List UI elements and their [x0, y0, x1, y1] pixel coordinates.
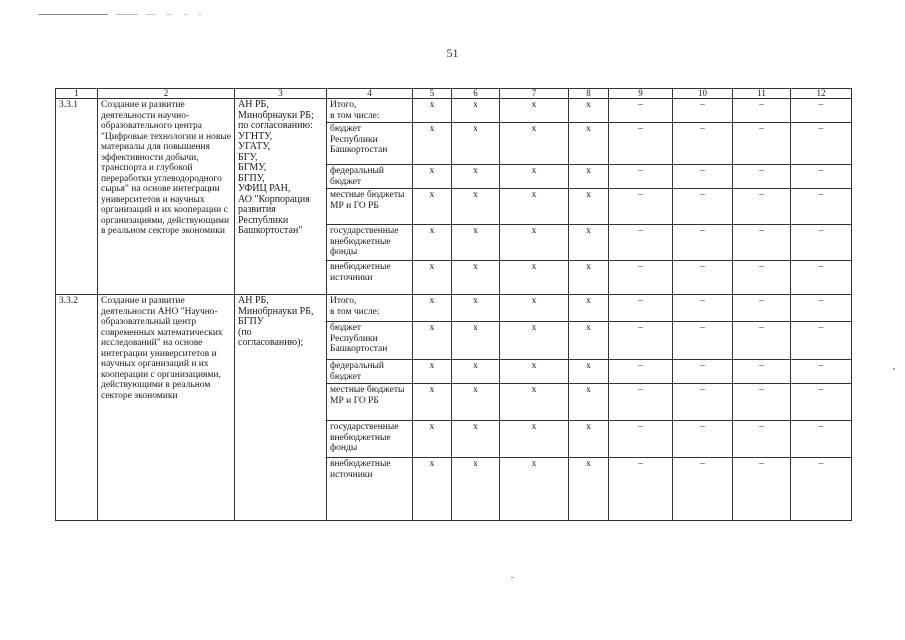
funding-source [327, 295, 413, 322]
dash-cell: – [673, 189, 733, 225]
dash-cell: – [733, 384, 791, 421]
dash-cell: – [791, 322, 852, 360]
funding-source-text: бюджет Республики Башкортостан [330, 323, 388, 354]
dash-cell: – [791, 421, 852, 458]
funding-source-text: федеральный бюджет [330, 361, 384, 382]
column-header: 8 [569, 89, 609, 99]
funding-source-text: бюджет Республики Башкортостан [330, 124, 388, 155]
item-number: 3.3.2 [56, 295, 98, 521]
cross-mark-cell: х [500, 99, 569, 123]
column-header: 9 [609, 89, 673, 99]
item-executors [235, 99, 327, 295]
dash-cell: – [733, 123, 791, 165]
dash-cell: – [733, 322, 791, 360]
table-body [56, 99, 852, 521]
dash-cell: – [673, 99, 733, 123]
cross-mark-cell: х [500, 384, 569, 421]
dash-cell: – [791, 225, 852, 261]
funding-source [327, 261, 413, 295]
dash-cell: – [791, 360, 852, 384]
cross-mark-cell: х [569, 165, 609, 189]
funding-source-text: Итого, в том числе: [330, 296, 380, 317]
cross-mark-cell: х [452, 421, 500, 458]
cross-mark-cell: х [413, 384, 452, 421]
cross-mark-cell: х [413, 225, 452, 261]
cross-mark-cell: х [500, 421, 569, 458]
cross-mark-cell: х [500, 189, 569, 225]
funding-source-text: государственные внебюджетные фонды [330, 226, 399, 257]
column-header: 5 [413, 89, 452, 99]
funding-source [327, 123, 413, 165]
dash-cell: – [791, 261, 852, 295]
column-header: 11 [733, 89, 791, 99]
executors-text: АН РБ, Минобрнауки РБ; по согласованию: УГНТУ, УГАТУ, БГУ, БГМУ, БГПУ, УФИЦ РАН, АО "Корпорация развития Республики Башкортостан" [238, 99, 314, 236]
cross-mark-cell: х [413, 421, 452, 458]
dash-cell: – [791, 458, 852, 521]
funding-table [55, 88, 852, 521]
cross-mark-cell: х [413, 295, 452, 322]
cross-mark-cell: х [413, 322, 452, 360]
dash-cell: – [673, 123, 733, 165]
funding-source [327, 99, 413, 123]
dash-cell: – [733, 225, 791, 261]
dash-cell: – [673, 384, 733, 421]
cross-mark-cell: х [500, 123, 569, 165]
funding-source [327, 225, 413, 261]
funding-source [327, 189, 413, 225]
cross-mark-cell: х [413, 123, 452, 165]
cross-mark-cell: х [500, 225, 569, 261]
column-header: 10 [673, 89, 733, 99]
dash-cell: – [791, 99, 852, 123]
cross-mark-cell: х [452, 123, 500, 165]
dash-cell: – [733, 99, 791, 123]
cross-mark-cell: х [500, 458, 569, 521]
dash-cell: – [733, 165, 791, 189]
dash-cell: – [733, 295, 791, 322]
cross-mark-cell: х [569, 458, 609, 521]
column-header: 7 [500, 89, 569, 99]
cross-mark-cell: х [569, 261, 609, 295]
dash-cell: – [673, 165, 733, 189]
item-title: Создание и развитие деятельности АНО "Научно-образовательный центр современных математических исследований" на основе интеграции университетов и научных организаций и их кооперации с организациями, действующими в реальном секторе экономики [98, 295, 235, 521]
dash-cell: – [609, 458, 673, 521]
cross-mark-cell: х [452, 360, 500, 384]
cross-mark-cell: х [413, 360, 452, 384]
column-header: 12 [791, 89, 852, 99]
cross-mark-cell: х [569, 295, 609, 322]
dash-cell: – [609, 225, 673, 261]
dash-cell: – [609, 165, 673, 189]
page-number: 51 [446, 46, 459, 60]
dash-cell: – [609, 261, 673, 295]
dash-cell: – [733, 189, 791, 225]
dash-cell: – [673, 261, 733, 295]
column-header: 2 [98, 89, 235, 99]
cross-mark-cell: х [452, 322, 500, 360]
cross-mark-cell: х [500, 165, 569, 189]
funding-source-text: внебюджетные источники [330, 262, 391, 283]
dash-cell: – [673, 360, 733, 384]
dash-cell: – [673, 458, 733, 521]
cross-mark-cell: х [500, 360, 569, 384]
cross-mark-cell: х [452, 458, 500, 521]
dash-cell: – [673, 322, 733, 360]
cross-mark-cell: х [452, 384, 500, 421]
column-header: 3 [235, 89, 327, 99]
funding-source [327, 458, 413, 521]
dash-cell: – [673, 295, 733, 322]
table-row [56, 295, 852, 322]
cross-mark-cell: х [569, 189, 609, 225]
cross-mark-cell: х [452, 261, 500, 295]
dash-cell: – [609, 123, 673, 165]
cross-mark-cell: х [413, 261, 452, 295]
funding-source-text: местные бюджеты МР и ГО РБ [330, 385, 405, 406]
dash-cell: – [673, 421, 733, 458]
executors-text: АН РБ, Минобрнауки РБ, БГПУ (по согласованию); [238, 295, 314, 348]
dash-cell: – [609, 360, 673, 384]
dash-cell: – [733, 261, 791, 295]
cross-mark-cell: х [500, 322, 569, 360]
dash-cell: – [733, 360, 791, 384]
funding-source-text: Итого, в том числе: [330, 100, 380, 121]
dash-cell: – [609, 322, 673, 360]
item-executors [235, 295, 327, 521]
cross-mark-cell: х [569, 123, 609, 165]
funding-source-text: внебюджетные источники [330, 459, 391, 480]
cross-mark-cell: х [569, 225, 609, 261]
dash-cell: – [733, 421, 791, 458]
scan-artifact [38, 14, 208, 16]
cross-mark-cell: х [452, 99, 500, 123]
cross-mark-cell: х [569, 360, 609, 384]
cross-mark-cell: х [500, 295, 569, 322]
column-header: 4 [327, 89, 413, 99]
cross-mark-cell: х [452, 189, 500, 225]
dash-cell: – [609, 99, 673, 123]
funding-source-text: государственные внебюджетные фонды [330, 422, 399, 453]
column-header: 1 [56, 89, 98, 99]
cross-mark-cell: х [413, 165, 452, 189]
scan-artifact [511, 577, 514, 578]
dash-cell: – [609, 295, 673, 322]
table-row [56, 99, 852, 123]
funding-source [327, 421, 413, 458]
dash-cell: – [609, 384, 673, 421]
dash-cell: – [733, 458, 791, 521]
dash-cell: – [791, 384, 852, 421]
funding-source-text: местные бюджеты МР и ГО РБ [330, 190, 405, 211]
cross-mark-cell: х [452, 165, 500, 189]
funding-source [327, 322, 413, 360]
funding-source-text: федеральный бюджет [330, 166, 384, 187]
cross-mark-cell: х [569, 99, 609, 123]
cross-mark-cell: х [452, 295, 500, 322]
cross-mark-cell: х [413, 99, 452, 123]
column-header: 6 [452, 89, 500, 99]
funding-source [327, 165, 413, 189]
dash-cell: – [673, 225, 733, 261]
cross-mark-cell: х [413, 458, 452, 521]
funding-source [327, 360, 413, 384]
dash-cell: – [791, 295, 852, 322]
item-number: 3.3.1 [56, 99, 98, 295]
header-row [56, 89, 852, 99]
cross-mark-cell: х [452, 225, 500, 261]
cross-mark-cell: х [569, 322, 609, 360]
cross-mark-cell: х [569, 384, 609, 421]
dash-cell: – [609, 189, 673, 225]
funding-source [327, 384, 413, 421]
dash-cell: – [791, 123, 852, 165]
cross-mark-cell: х [413, 189, 452, 225]
dash-cell: – [791, 189, 852, 225]
dash-cell: – [791, 165, 852, 189]
cross-mark-cell: х [569, 421, 609, 458]
cross-mark-cell: х [500, 261, 569, 295]
dash-cell: – [609, 421, 673, 458]
item-title: Создание и развитие деятельности научно-образовательного центра "Цифровые технологии и новые материалы для повышения эффективности добычи, транспорта и глубокой переработки углеводородного сырья" на основе интеграции университетов и научных организаций и их кооперации с организациями, действующими в реальном секторе экономики [98, 99, 235, 295]
scan-artifact [893, 368, 895, 370]
